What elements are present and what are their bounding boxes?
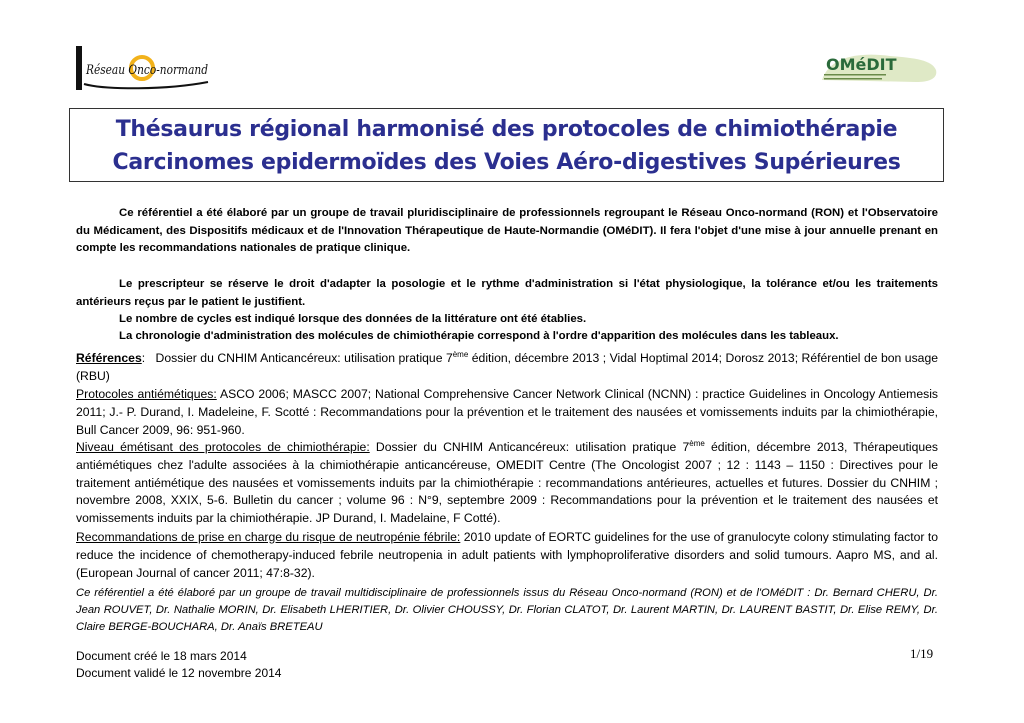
antiemetic-label: Protocoles antiémétiques: xyxy=(76,387,217,401)
neutropenia-text: 2010 update of EORTC guidelines for the use of granulocyte colony stimulating factor to reduce the incidence of chemotherapy-induced febrile neutropenia in adult patients with lymphoproliferative disorders and solid tumours. Aapro MS, and al. (European Journal of cancer 2011; 47:8-32). xyxy=(76,530,938,580)
page-title-line1: Thésaurus régional harmonisé des protocoles de chimiothérapie xyxy=(115,117,898,142)
svg-text:OMéDIT: OMéDIT xyxy=(826,55,897,74)
references-text: Dossier du CNHIM Anticancéreux: utilisation pratique 7 xyxy=(155,351,453,365)
antiemetic-protocols-block xyxy=(76,386,938,439)
reseau-onco-normand-logo xyxy=(76,44,212,92)
neutropenia-block xyxy=(76,529,938,582)
neutropenia-label: Recommandations de prise en charge du risque de neutropénie fébrile: xyxy=(76,530,461,544)
svg-text:Réseau Onco-normand: Réseau Onco-normand xyxy=(85,63,208,78)
document-created-date: Document créé le 18 mars 2014 xyxy=(76,649,247,663)
omedit-logo xyxy=(820,50,940,86)
emetic-level-block: Niveau émétisant des protocoles de chimiothérapie: Dossier du CNHIM Anticancéreux: utilisation pratique 7ème édition, décembre 2013, Thérapeutiques antiémétiques chez l'adulte associées à la chimiothérapie anticancéreuse, OMEDIT Centre (The Oncologist 2007 ; 12 : 1143 – 1150 : Directives pour le traitement antiémétique des nausées et vomissements induits par la chimiothérapie : recommandations antérieures, actuelles et futures. Dossier du CNHIM ; novembre 2008, XXIX, 5-6. Bulletin du cancer ; volume 96 : N°9, septembre 2009 : Recommandations pour la prévention et le traitement des nausées et vomissements induits par la chimiothérapie. JP Durand, I. Madelaine, F Cotté). xyxy=(76,438,939,526)
emetic-level-label: Niveau émétisant des protocoles de chimiothérapie: xyxy=(76,440,370,454)
authors-credit: Ce référentiel a été élaboré par un groupe de travail multidisciplinaire de professionnels issus du Réseau Onco-normand (RON) et de l'OMéDIT : Dr. Bernard CHERU, Dr. Jean ROUVET, Dr. Nathalie MORIN, Dr. Elisabeth LHERITIER, Dr. Olivier CHOUSSY, Dr. Florian CLATOT, Dr. Laurent MARTIN, Dr. LAURENT BASTIT, Dr. Elise REMY, Dr. Claire BERGE-BOUCHARA, Dr. Anaïs BRETEAU xyxy=(76,587,938,634)
page-title-line2: Carcinomes epidermoïdes des Voies Aéro-digestives Supérieures xyxy=(112,150,901,175)
intro-paragraph-3: Le nombre de cycles est indiqué lorsque des données de la littérature ont été établies. xyxy=(119,313,587,325)
intro-paragraph-4: La chronologie d'administration des molécules de chimiothérapie correspond à l'ordre d'apparition des molécules dans les tableaux. xyxy=(119,330,839,342)
references-label: Références xyxy=(76,351,142,365)
title-box xyxy=(69,108,944,182)
references-block: Références: Dossier du CNHIM Anticancéreux: utilisation pratique 7ème édition, décembre 2013 ; Vidal Hoptimal 2014; Dorosz 2013; Référentiel de bon usage (RBU) xyxy=(76,349,938,383)
intro-paragraph-1: Ce référentiel a été élaboré par un groupe de travail pluridisciplinaire de professionnels regroupant le Réseau Onco-normand (RON) et l'Observatoire du Médicament, des Dispositifs médicaux et de l'Innovation Thérapeutique de Haute-Normandie (OMéDIT). Il fera l'objet d'une mise à jour annuelle prenant en compte les recommandations nationales de pratique clinique. xyxy=(76,207,938,254)
intro-paragraph-2: Le prescripteur se réserve le droit d'adapter la posologie et le rythme d'administration si l'état physiologique, la tolérance et/ou les traitements antérieurs reçus par le patient le justifient. xyxy=(76,278,938,308)
page-number: 1/19 xyxy=(910,646,934,661)
document-validated-date: Document validé le 12 novembre 2014 xyxy=(76,666,282,680)
emetic-level-text: Dossier du CNHIM Anticancéreux: utilisation pratique 7 xyxy=(369,440,690,454)
antiemetic-text: ASCO 2006; MASCC 2007; National Comprehensive Cancer Network Clinical (NCNN) : practice Guidelines in Oncology Antiemesis 2011; J.- P. Durand, I. Madeleine, F. Scotté : Recommandations pour la prévention et le traitement des nausées et vomissements induits par la chimiothérapie, Bull Cancer 2009, 96: 951-960. xyxy=(76,387,938,437)
